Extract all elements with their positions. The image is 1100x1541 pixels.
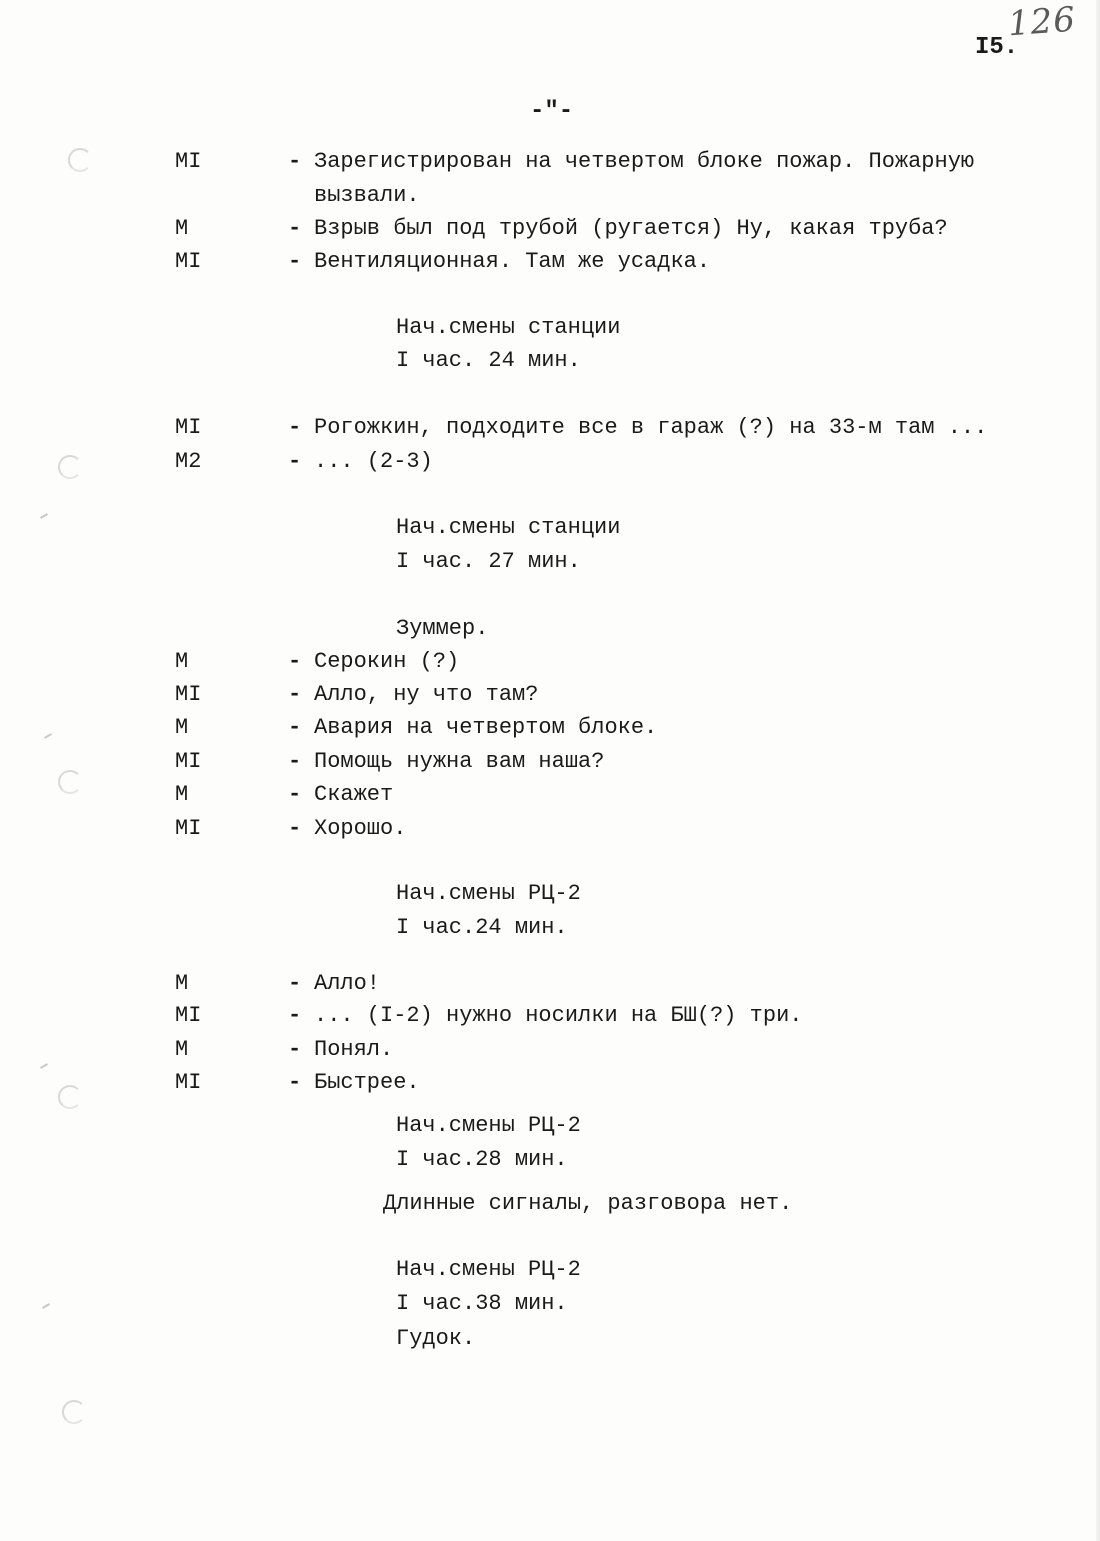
dialogue-text: Помощь нужна вам наша?: [314, 749, 605, 774]
speaker-label: M: [175, 1037, 189, 1062]
section-note: Длинные сигналы, разговора нет.: [383, 1191, 793, 1216]
section-time: I час.24 мин.: [396, 915, 568, 940]
section-heading: Нач.смены РЦ-2: [396, 881, 581, 906]
dialogue-text: ... (I-2) нужно носилки на БШ(?) три.: [314, 1003, 803, 1028]
speaker-label: M: [175, 715, 189, 740]
speaker-label: MI: [175, 816, 202, 841]
dialogue-dash: -: [288, 649, 302, 674]
dialogue-text: Хорошо.: [314, 816, 407, 841]
dialogue-text: Взрыв был под трубой (ругается) Ну, какая труба?: [314, 216, 948, 241]
page-edge: [1096, 0, 1100, 1541]
dialogue-text: Рогожкин, подходите все в гараж (?) на 33-м там ...: [314, 415, 988, 440]
paper-speck: [40, 513, 48, 519]
section-time: I час.38 мин.: [396, 1291, 568, 1316]
dialogue-dash: -: [288, 449, 302, 474]
speaker-label: M: [175, 971, 189, 996]
section-time: I час. 27 мин.: [396, 549, 581, 574]
section-heading: Нач.смены станции: [396, 315, 621, 340]
speaker-label: MI: [175, 749, 202, 774]
section-note: Зуммер.: [396, 616, 489, 641]
page-number: I5.: [975, 34, 1019, 61]
section-heading: Нач.смены станции: [396, 515, 621, 540]
dialogue-dash: -: [288, 749, 302, 774]
binder-hole-mark: [68, 148, 92, 172]
paper-speck: [42, 1303, 50, 1309]
speaker-label: MI: [175, 682, 202, 707]
dialogue-dash: -: [288, 149, 302, 174]
dialogue-dash: -: [288, 216, 302, 241]
dialogue-dash: -: [288, 1037, 302, 1062]
ditto-mark: -"-: [530, 98, 574, 125]
dialogue-text: ... (2-3): [314, 449, 433, 474]
dialogue-dash: -: [288, 782, 302, 807]
speaker-label: M: [175, 782, 189, 807]
binder-hole-mark: [62, 1400, 86, 1424]
dialogue-text: Серокин (?): [314, 649, 460, 674]
dialogue-text: Авария на четвертом блоке.: [314, 715, 658, 740]
dialogue-text: Алло!: [314, 971, 381, 996]
speaker-label: MI: [175, 415, 202, 440]
binder-hole-mark: [58, 770, 82, 794]
section-heading: Нач.смены РЦ-2: [396, 1257, 581, 1282]
paper-speck: [44, 733, 52, 739]
dialogue-dash: -: [288, 971, 302, 996]
binder-hole-mark: [58, 455, 82, 479]
dialogue-dash: -: [288, 1070, 302, 1095]
speaker-label: MI: [175, 149, 202, 174]
dialogue-dash: -: [288, 249, 302, 274]
dialogue-dash: -: [288, 715, 302, 740]
speaker-label: M: [175, 216, 189, 241]
dialogue-text: Понял.: [314, 1037, 394, 1062]
dialogue-continuation: вызвали.: [314, 183, 420, 208]
section-time: I час. 24 мин.: [396, 348, 581, 373]
section-heading: Нач.смены РЦ-2: [396, 1113, 581, 1138]
dialogue-dash: -: [288, 682, 302, 707]
paper-speck: [40, 1063, 48, 1069]
speaker-label: M2: [175, 449, 202, 474]
section-time: I час.28 мин.: [396, 1147, 568, 1172]
speaker-label: MI: [175, 1003, 202, 1028]
dialogue-dash: -: [288, 1003, 302, 1028]
dialogue-text: Вентиляционная. Там же усадка.: [314, 249, 711, 274]
dialogue-text: Скажет: [314, 782, 394, 807]
speaker-label: MI: [175, 1070, 202, 1095]
handwritten-archive-number: 126: [1006, 0, 1078, 45]
dialogue-dash: -: [288, 816, 302, 841]
speaker-label: MI: [175, 249, 202, 274]
dialogue-dash: -: [288, 415, 302, 440]
dialogue-text: Зарегистрирован на четвертом блоке пожар. Пожарную: [314, 149, 975, 174]
binder-hole-mark: [58, 1085, 82, 1109]
speaker-label: M: [175, 649, 189, 674]
dialogue-text: Быстрее.: [314, 1070, 420, 1095]
dialogue-text: Алло, ну что там?: [314, 682, 539, 707]
section-note: Гудок.: [396, 1326, 476, 1351]
